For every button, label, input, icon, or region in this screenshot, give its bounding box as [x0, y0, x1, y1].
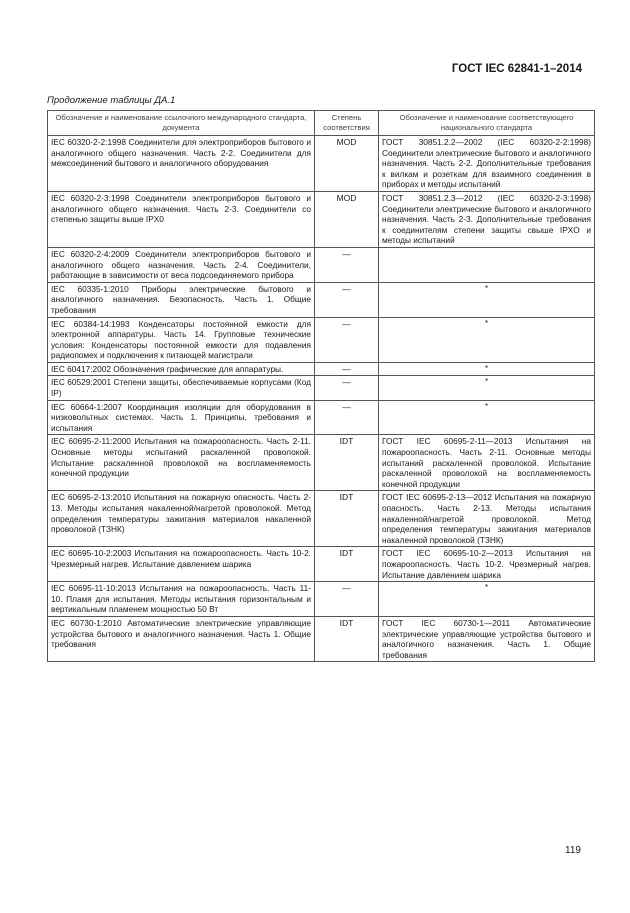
cell-national-standard	[379, 317, 595, 362]
table-row	[48, 616, 595, 661]
cell-international-standard: IEC 60320-2-2:1998 Соединители для электроприборов бытового и аналогичного общего назначения. Часть 2-2. Соединители для межсоединений бытового и аналогичного оборудования	[48, 136, 315, 192]
cell-national-standard: ГОСТ 30851.2.3—2012 (IEC 60320-2-3:1998) Соединители электрические бытового и аналогичного назначения. Часть 2-3. Дополнительные требования к соединителям степени защиты свыше IPXO и методы испытаний	[379, 191, 595, 247]
cell-degree-of-correspondence: —	[315, 247, 379, 282]
table-header-row	[48, 111, 595, 136]
cell-international-standard: IEC 60417:2002 Обозначения графические для аппаратуры.	[48, 362, 315, 376]
footnote-marker: *	[484, 283, 489, 293]
cell-international-standard: IEC 60320-2-4:2009 Соединители электроприборов бытового и аналогичного общего назначения. Часть 2-4. Соединители, работающие в зависимости от веса подсоединяемого прибора	[48, 247, 315, 282]
header-national-standard: Обозначение и наименование соответствующего национального стандарта	[379, 111, 595, 136]
cell-national-standard: ГОСТ IEC 60695-2-13—2012 Испытания на пожарную опасность. Часть 2-13. Методы испытания накаленной/нагретой проволокой. Метод определения температуры зажигания материалов накаленной проволокой (ТЗНК)	[379, 491, 595, 547]
cell-degree-of-correspondence: IDT	[315, 491, 379, 547]
cell-international-standard: IEC 60730-1:2010 Автоматические электрические управляющие устройства бытового и аналогичного назначения. Часть 1. Общие требования	[48, 616, 315, 661]
table-row	[48, 362, 595, 376]
cell-international-standard: IEC 60335-1:2010 Приборы электрические бытового и аналогичного назначения. Безопасность. Часть 1. Общие требования	[48, 282, 315, 317]
cell-national-standard: ГОСТ IEC 60695-10-2—2013 Испытания на пожароопасность. Часть 10-2. Чрезмерный нагрев. Испытание давлением шарика	[379, 547, 595, 582]
cell-degree-of-correspondence: IDT	[315, 616, 379, 661]
cell-degree-of-correspondence: IDT	[315, 435, 379, 491]
cell-international-standard: IEC 60320-2-3:1998 Соединители электроприборов бытового и аналогичного общего назначения. Часть 2-3. Соединители со степенью защиты выше IPX0	[48, 191, 315, 247]
table-continuation-label: Продолжение таблицы ДА.1	[47, 95, 176, 106]
cell-international-standard: IEC 60695-11-10:2013 Испытания на пожароопасность. Часть 11-10. Пламя для испытания. Методы испытания горизонтальным и вертикальным пламенем мощностью 50 Вт	[48, 582, 315, 617]
cell-national-standard	[379, 400, 595, 435]
table-row	[48, 247, 595, 282]
cell-international-standard: IEC 60384-14:1993 Конденсаторы постоянной емкости для электронной аппаратуры. Часть 14. Групповые технические условия: Конденсаторы постоянной емкости для подавления радиопомех и подключения к питающей магистрали	[48, 317, 315, 362]
table-row	[48, 282, 595, 317]
footnote-marker: *	[484, 318, 489, 328]
footnote-marker: *	[484, 583, 489, 593]
cell-international-standard: IEC 60695-10-2:2003 Испытания на пожароопасность. Часть 10-2. Чрезмерный нагрев. Испытание давлением шарика	[48, 547, 315, 582]
table-row	[48, 191, 595, 247]
table-row	[48, 582, 595, 617]
cell-degree-of-correspondence: —	[315, 317, 379, 362]
footnote-marker: *	[484, 377, 489, 387]
cell-degree-of-correspondence: MOD	[315, 191, 379, 247]
cell-international-standard: IEC 60695-2-11:2000 Испытания на пожароопасность. Часть 2-11. Основные методы испытаний раскаленной проволокой. Испытание раскаленной проволокой на воспламеняемость конечной продукции	[48, 435, 315, 491]
correspondence-table	[47, 110, 595, 662]
table-row	[48, 400, 595, 435]
cell-national-standard	[379, 376, 595, 400]
table-row	[48, 435, 595, 491]
cell-national-standard	[379, 247, 595, 282]
table-body	[48, 136, 595, 662]
cell-national-standard	[379, 362, 595, 376]
page-number: 119	[565, 845, 581, 856]
table-row	[48, 317, 595, 362]
cell-degree-of-correspondence: —	[315, 376, 379, 400]
cell-degree-of-correspondence: —	[315, 362, 379, 376]
table-row	[48, 376, 595, 400]
cell-international-standard: IEC 60695-2-13:2010 Испытания на пожарную опасность. Часть 2-13. Методы испытания накаленной/нагретой проволокой. Метод определения температуры зажигания материалов накаленной проволокой (ТЗНК)	[48, 491, 315, 547]
cell-national-standard: ГОСТ IEC 60730-1—2011 Автоматические электрические управляющие устройства бытового и аналогичного назначения. Часть 1. Общие требования	[379, 616, 595, 661]
header-degree-of-correspondence: Степень соответствия	[315, 111, 379, 136]
header-international-standard: Обозначение и наименование ссылочного международного стандарта, документа	[48, 111, 315, 136]
cell-international-standard: IEC 60529:2001 Степени защиты, обеспечиваемые корпусами (Код IP)	[48, 376, 315, 400]
cell-national-standard: ГОСТ IEC 60695-2-11—2013 Испытания на пожароопасность. Часть 2-11. Основные методы испытаний раскаленной проволокой. Испытание раскаленной проволокой на воспламеняемость конечной продукции	[379, 435, 595, 491]
cell-degree-of-correspondence: IDT	[315, 547, 379, 582]
cell-national-standard	[379, 582, 595, 617]
document-code: ГОСТ IEC 62841-1–2014	[451, 63, 582, 75]
cell-national-standard: ГОСТ 30851.2.2—2002 (IEC 60320-2-2:1998) Соединители электрические бытового и аналогичного назначения. Часть 2-2. Дополнительные требования к вилкам и розеткам для взаимного соединения в приборах и методы испытаний	[379, 136, 595, 192]
footnote-marker: *	[484, 363, 489, 373]
cell-degree-of-correspondence: —	[315, 282, 379, 317]
cell-degree-of-correspondence: —	[315, 582, 379, 617]
footnote-marker: *	[484, 401, 489, 411]
cell-degree-of-correspondence: —	[315, 400, 379, 435]
table-row	[48, 136, 595, 192]
table-row	[48, 547, 595, 582]
cell-international-standard: IEC 60664-1:2007 Координация изоляции для оборудования в низковольтных системах. Часть 1. Принципы, требования и испытания	[48, 400, 315, 435]
cell-national-standard	[379, 282, 595, 317]
cell-degree-of-correspondence: MOD	[315, 136, 379, 192]
table-row	[48, 491, 595, 547]
